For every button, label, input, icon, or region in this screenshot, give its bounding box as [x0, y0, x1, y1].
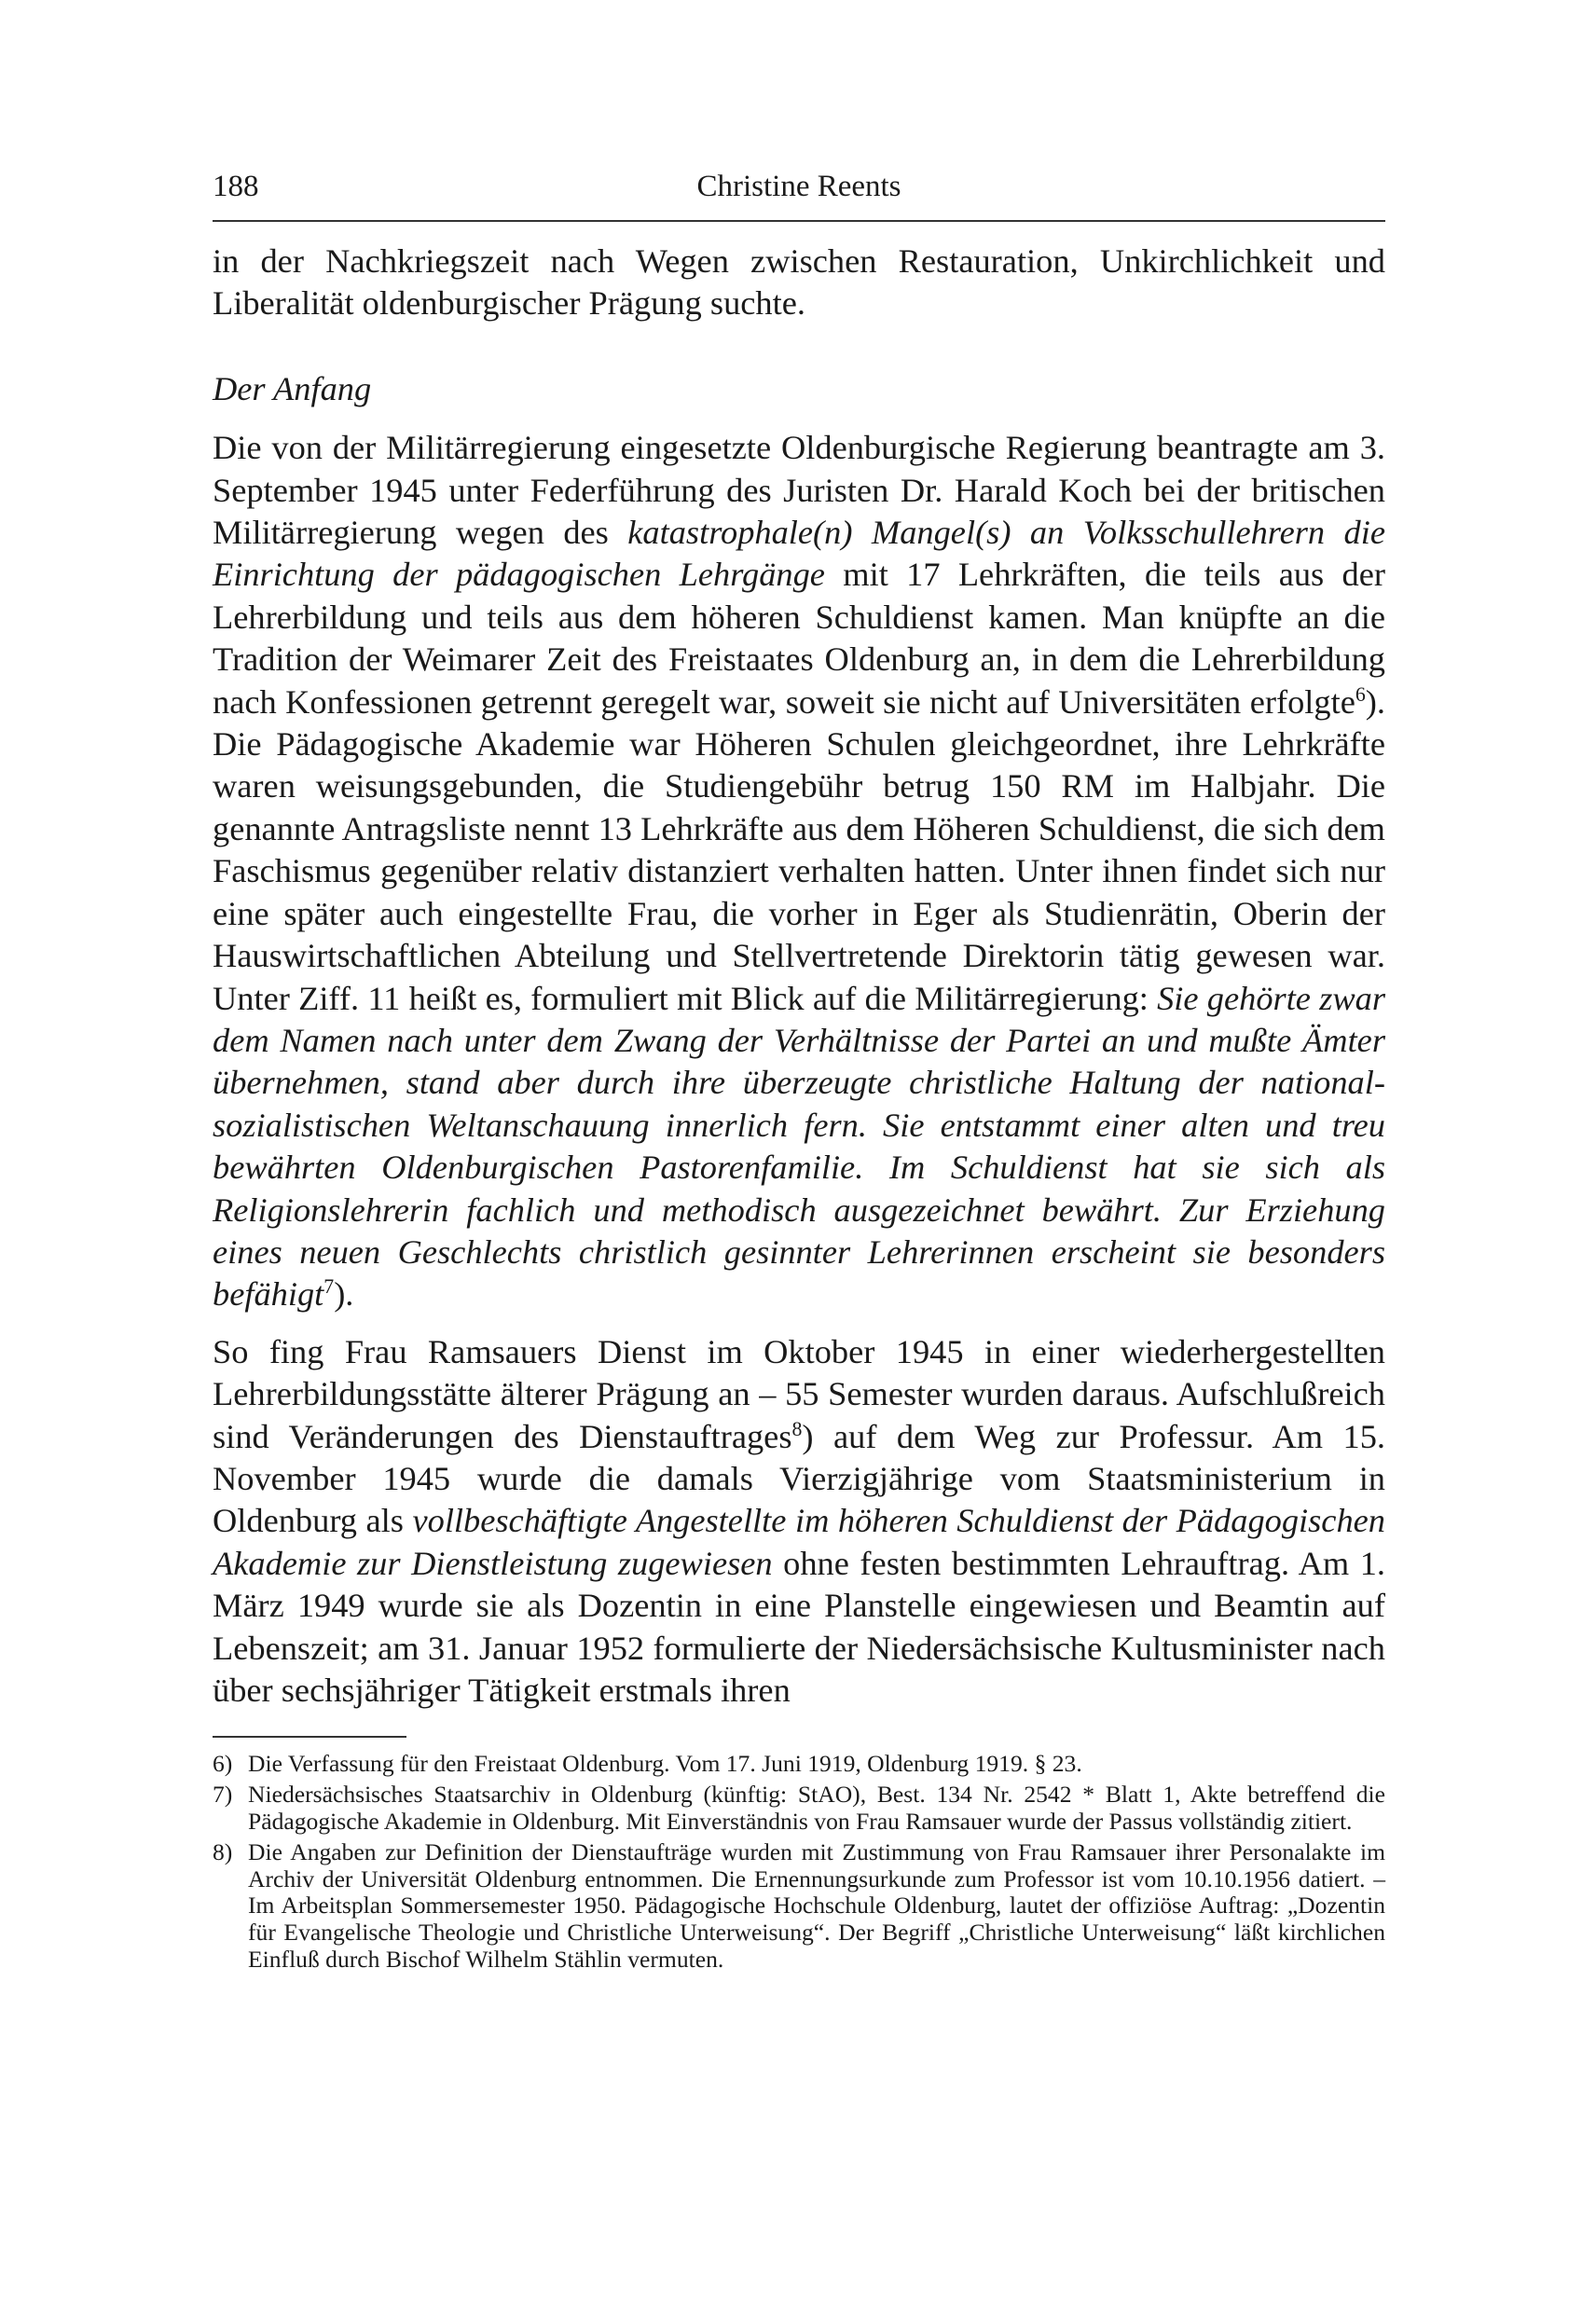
footnote-mark: 6)	[213, 1750, 233, 1778]
header-rule	[213, 220, 1385, 222]
footnote-rule	[213, 1736, 406, 1738]
paragraph-2-text-c: ohne festen bestimmten Lehrauftrag. Am 1. März 1949 wurde sie als Dozentin in eine Planstelle eingewiesen und Beamtin auf Lebenszeit; am 31. Januar 1952 formulierte der Niedersächsische Kultusminister nach über sechsjähriger Tätigkeit erstmals ihren	[213, 1544, 1385, 1709]
running-header	[213, 164, 1385, 209]
paragraph-1-text-b: mit 17 Lehrkräften, die teils aus der Lehrerbildung und teils aus dem höheren Schuldienst kamen. Man knüpfte an die Tradition der Weimarer Zeit des Freistaates Oldenburg an, in dem die Lehrerbildung nach Konfessionen getrennt geregelt war, soweit sie nicht auf Universitäten erfolgte	[213, 556, 1385, 721]
paragraph-2-text-a: So fing Frau Ramsauers Dienst im Oktober 1945 in einer wiederhergestellten Lehrerbildungsstätte älterer Prägung an – 55 Semester wurden daraus. Aufschlußreich sind Veränderungen des Dienstauftrages	[213, 1332, 1385, 1455]
running-head-author: Christine Reents	[696, 170, 901, 203]
paragraph-2-text-b: ) auf dem Weg zur Professur. Am 15. November 1945 wurde die damals Vierzigjährige vom Staatsministerium in Oldenburg als	[213, 1417, 1386, 1540]
footnote-7	[213, 1782, 1385, 1836]
footnote-text: Niedersächsisches Staatsarchiv in Oldenburg (künftig: StAO), Best. 134 Nr. 2542 * Blatt 1, Akte betreffend die Pädagogische Akademie in Oldenburg. Mit Einverständnis von Frau Ramsauer wurde der Passus vollständig zitiert.	[248, 1781, 1385, 1835]
section-heading: Der Anfang	[213, 369, 372, 407]
paragraph-1-text-d: ).	[334, 1275, 354, 1314]
footnote-6	[213, 1751, 1385, 1778]
footnotes	[213, 1751, 1385, 1973]
footnote-ref-7[interactable]: 7	[323, 1275, 335, 1299]
paragraph-2	[213, 1331, 1385, 1713]
paragraph-1-quote-1: katastrophale(n) Mangel(s) an Volksschullehrern die Einrichtung der pädagogischen Lehrgänge	[213, 514, 1385, 594]
paragraph-1-text-a: Die von der Militärregierung eingesetzte Oldenburgische Regierung beantragte am 3. September 1945 unter Federführung des Juristen Dr. Harald Koch bei der britischen Militärregierung wegen des	[213, 429, 1385, 552]
intro-paragraph: in der Nachkriegszeit nach Wegen zwischen Restauration, Unkirchlichkeit und Liberalität oldenburgischer Prägung suchte.	[213, 242, 1385, 323]
footnote-ref-8[interactable]: 8	[791, 1417, 803, 1440]
book-page	[213, 164, 1385, 1977]
paragraph-1-text-c: ). Die Pädagogische Akademie war Höheren Schulen gleichgeordnet, ihre Lehrkräfte waren weisungsgebunden, die Studiengebühr betrug 150 RM im Halbjahr. Die genannte Antragsliste nennt 13 Lehrkräfte aus dem Höheren Schuldienst, die sich dem Faschismus gegenüber relativ distanziert verhalten hatten. Unter ihnen findet sich nur eine später auch eingestellte Frau, die vorher in Eger als Studienrätin, Oberin der Hauswirtschaftlichen Abteilung und Stellvertretende Direktorin tätig gewesen war. Unter Ziff. 11 heißt es, formuliert mit Blick auf die Militärregierung:	[213, 682, 1385, 1017]
footnote-ref-6[interactable]: 6	[1355, 682, 1366, 706]
paragraph-1-quote-2: Sie gehörte zwar dem Namen nach unter dem Zwang der Verhältnisse der Partei an und mußte Ämter übernehmen, stand aber durch ihre überzeugte christliche Haltung der nationalsozialistischen Weltanschauung innerlich fern. Sie entstammt einer alten und treu bewährten Oldenburgischen Pastorenfamilie. Im Schuldienst hat sie sich als Religionslehrerin fachlich und methodisch ausgezeichnet bewährt. Zur Erziehung eines neuen Geschlechts christlich gesinnter Lehrerinnen erscheint sie besonders befähigt	[213, 979, 1385, 1314]
footnote-text: Die Verfassung für den Freistaat Oldenburg. Vom 17. Juni 1919, Oldenburg 1919. § 23.	[248, 1750, 1082, 1778]
footnote-text: Die Angaben zur Definition der Dienstaufträge wurden mit Zustimmung von Frau Ramsauer ihrer Personalakte im Archiv der Universität Oldenburg entnommen. Die Ernennungsurkunde zum Professor ist vom 10.10.1956 datiert. – Im Arbeitsplan Sommersemester 1950. Pädagogische Hochschule Oldenburg, lautet der offiziöse Auftrag: „Dozentin für Evangelische Theologie und Christliche Unterweisung“. Der Begriff „Christliche Unterweisung“ läßt kirchlichen Einfluß durch Bischof Wilhelm Stählin vermuten.	[248, 1837, 1385, 1973]
footnote-8	[213, 1839, 1385, 1974]
paragraph-1	[213, 427, 1385, 1316]
main-text	[213, 241, 1385, 1712]
footnote-mark: 8)	[213, 1837, 233, 1865]
paragraph-2-quote: vollbeschäftigte Angestellte im höheren Schuldienst der Pädagogischen Akademie zur Dienstleistung zugewiesen	[213, 1502, 1385, 1582]
page-number: 188	[213, 170, 259, 203]
footnote-mark: 7)	[213, 1781, 233, 1809]
